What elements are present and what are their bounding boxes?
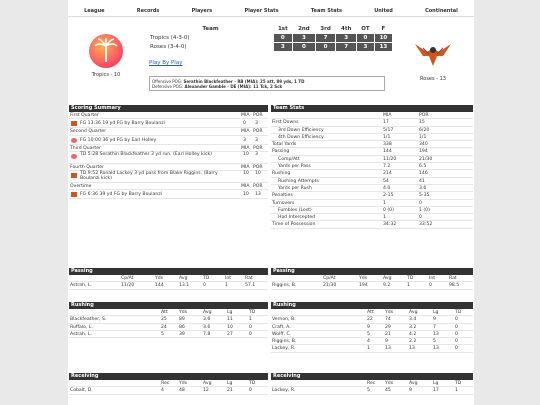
scoring-play-row xyxy=(69,171,268,183)
table-cell: Att xyxy=(367,310,374,315)
player-stat-cell: 9 xyxy=(385,339,388,345)
team-stat-row xyxy=(271,127,473,134)
team-stat-row xyxy=(271,141,473,148)
scoreboard-cell: 0 xyxy=(293,43,315,52)
team-stat-row xyxy=(271,200,473,207)
scoreboard-header: F xyxy=(381,26,386,32)
player-stat-cell: 21 xyxy=(227,388,233,394)
player-stat-cell: 7 xyxy=(433,324,436,330)
quarter-label: Second Quarter xyxy=(70,129,107,135)
team-stat-cell: Time of Possession xyxy=(272,222,316,228)
team-stat-cell: 15 xyxy=(419,120,425,126)
player-stat-cell: Astrah, L. xyxy=(70,331,92,337)
away-rushing xyxy=(271,309,473,353)
team-stat-row xyxy=(271,207,473,214)
table-cell: Yds xyxy=(359,276,368,281)
team-stat-cell: 1 (0) xyxy=(419,207,430,213)
table-cell: Lg xyxy=(227,310,233,315)
quarter-label: MIA xyxy=(241,184,250,190)
team-stats-header: Team Stats xyxy=(271,105,473,112)
player-stat-row xyxy=(271,316,473,323)
page xyxy=(68,0,474,405)
score-away: 13 xyxy=(255,192,261,198)
quarter-label: POR xyxy=(253,164,263,170)
scoring-play-desc: FG 13:36 19 yd FG by Barry Boulanzi xyxy=(80,121,165,127)
scoring-summary xyxy=(69,112,268,199)
player-stat-cell: 0 xyxy=(455,324,458,330)
team-stat-cell: 4.0 xyxy=(383,185,391,191)
player-stat-cell: 5 xyxy=(433,339,436,345)
bird-logo-icon xyxy=(413,38,453,70)
player-stat-cell: 89 xyxy=(179,317,185,323)
player-stat-cell: 3.6 xyxy=(203,324,211,330)
player-stat-cell: Astrah, L. xyxy=(70,283,92,289)
player-stat-cell: Vernon, B. xyxy=(272,317,296,323)
quarter-label: MIA xyxy=(241,129,250,135)
team-stat-cell: 1 xyxy=(383,200,386,206)
team-stat-cell: 21/30 xyxy=(419,156,433,162)
stat-header-row xyxy=(69,275,268,282)
table-cell: Avg xyxy=(179,276,188,281)
team-stat-row xyxy=(271,163,473,170)
home-passing-header: Passing xyxy=(69,268,268,275)
quarter-label: Third Quarter xyxy=(70,145,101,151)
team-stat-cell: 2-15 xyxy=(383,193,394,199)
team-stat-cell: Yards per Rush xyxy=(278,185,312,191)
table-cell: TD xyxy=(455,310,462,315)
home-rushing xyxy=(69,309,268,338)
player-stat-cell: 13 xyxy=(433,331,439,337)
away-rushing-header: Rushing xyxy=(271,302,473,309)
scoreboard-header: 3rd xyxy=(320,26,331,32)
player-stat-cell: 7.8 xyxy=(203,331,211,337)
team-stat-cell: 340 xyxy=(419,142,428,148)
away-team-label: Roses - 13 xyxy=(420,76,446,82)
player-stat-cell: Blackfeather, S. xyxy=(70,317,107,323)
team-stat-cell: Rushing xyxy=(272,171,291,177)
table-cell: TD xyxy=(249,381,256,386)
player-stat-cell: 24 xyxy=(161,324,167,330)
team-stat-cell: Penalties xyxy=(272,193,293,199)
away-receiving xyxy=(271,380,473,395)
team-stat-cell: 1 xyxy=(383,215,386,221)
team-stat-row xyxy=(271,214,473,221)
table-cell: Yds xyxy=(179,310,188,315)
player-stat-row xyxy=(271,387,473,394)
quarter-label: Overtime xyxy=(70,184,92,190)
home-rushing-header: Rushing xyxy=(69,302,268,309)
scoring-summary-header: Scoring Summary xyxy=(69,105,268,112)
roses-team-icon xyxy=(71,173,77,178)
team-stat-cell: 194 xyxy=(419,149,428,155)
scoreboard xyxy=(148,25,393,52)
player-stat-cell: 5 xyxy=(367,331,370,337)
quarter-label: Fourth Quarter xyxy=(70,164,105,170)
player-stat-cell: 2.2 xyxy=(409,339,417,345)
team-stat-cell: 7.2 xyxy=(383,164,391,170)
nav-item-players[interactable]: Players xyxy=(191,8,213,14)
player-stat-cell: 0 xyxy=(455,317,458,323)
roses-team-icon xyxy=(71,192,77,197)
team-stat-cell: Passing xyxy=(272,149,290,155)
player-stat-cell: 9 xyxy=(409,388,412,394)
quarter-label: POR xyxy=(253,184,263,190)
player-stat-cell: Craft, A. xyxy=(272,324,291,330)
player-stat-cell: 4.2 xyxy=(409,331,417,337)
table-cell: Avg xyxy=(203,310,212,315)
home-receiving xyxy=(69,380,268,395)
player-stat-cell: 1 xyxy=(407,283,410,289)
player-stat-cell: 22 xyxy=(367,317,373,323)
stat-header-row xyxy=(271,275,473,282)
player-stat-cell: Wolff, C. xyxy=(272,331,292,337)
player-stat-row xyxy=(271,345,473,352)
table-cell: TD xyxy=(249,310,256,315)
player-stat-cell: 13.1 xyxy=(179,283,190,289)
scoreboard-cell: 3 xyxy=(336,34,357,43)
scoreboard-team-name: Tropics (4-3-0) xyxy=(150,35,190,41)
stat-header-row xyxy=(69,309,268,316)
scoreboard-header: 4th xyxy=(341,26,352,32)
player-stat-cell: 3.2 xyxy=(409,324,417,330)
player-stat-cell: Lackey, R. xyxy=(272,388,296,394)
home-team[interactable] xyxy=(81,34,131,78)
stat-header-row xyxy=(271,309,473,316)
team-stat-cell: 3.6 xyxy=(419,185,427,191)
table-cell: Yds xyxy=(179,381,188,386)
player-stat-cell: 0 xyxy=(249,324,252,330)
scoring-play-desc: TD 9:52 Ronald Lackey 3 yd pass from Blake Riggins. (Barry Boulanzi kick) xyxy=(80,171,218,182)
player-stat-cell: 9 xyxy=(433,317,436,323)
team-stat-cell: 6/20 xyxy=(419,127,430,133)
score-away: 3 xyxy=(255,151,258,157)
scoreboard-row xyxy=(148,34,393,43)
team-stat-row xyxy=(271,192,473,199)
team-stat-cell: 41 xyxy=(419,178,425,184)
scoreboard-cell: 0 xyxy=(357,34,375,43)
table-cell: Lg xyxy=(433,381,439,386)
home-team-logo xyxy=(89,34,123,68)
score-home: 3 xyxy=(243,137,246,143)
player-stat-cell: 0 xyxy=(429,283,432,289)
team-stat-cell: 3rd Down Efficiency xyxy=(278,127,324,133)
team-stat-cell: 0 xyxy=(419,200,422,206)
scoreboard-team-name: Roses (3-4-0) xyxy=(150,44,187,50)
score-away: 3 xyxy=(255,137,258,143)
player-stat-cell: 12 xyxy=(203,388,209,394)
home-passing xyxy=(69,275,268,290)
scoring-play-row xyxy=(69,152,268,164)
player-stat-cell: 27 xyxy=(227,331,233,337)
player-stat-row xyxy=(271,331,473,338)
quarter-header-row xyxy=(69,112,268,119)
table-cell: Lg xyxy=(227,381,233,386)
quarter-label: POR xyxy=(253,129,263,135)
player-stat-cell: 11/20 xyxy=(121,283,135,289)
player-stat-row xyxy=(69,316,268,323)
player-stat-cell: 0 xyxy=(249,388,252,394)
team-stat-cell: 146 xyxy=(419,171,428,177)
player-stat-row xyxy=(69,324,268,331)
table-cell: Yds xyxy=(385,310,394,315)
table-cell: Rec xyxy=(161,381,170,386)
team-stat-row xyxy=(271,178,473,185)
table-cell: Int xyxy=(225,276,232,281)
score-home: 10 xyxy=(243,192,249,198)
table-cell: Avg xyxy=(203,381,212,386)
player-stat-cell: 3.4 xyxy=(409,317,417,323)
scoreboard-cell: 3 xyxy=(357,43,375,52)
team-stat-row xyxy=(271,134,473,141)
scoreboard-header: Team xyxy=(202,26,219,33)
player-stat-cell: 144 xyxy=(155,283,164,289)
away-passing-header: Passing xyxy=(271,268,473,275)
team-stat-row xyxy=(271,221,473,228)
table-cell: Yds xyxy=(155,276,164,281)
player-stat-row xyxy=(69,387,268,394)
score-home: 10 xyxy=(243,151,249,157)
scoring-play-row xyxy=(69,136,268,145)
palm-tree-icon xyxy=(89,34,123,68)
player-stat-cell: Riggins, B. xyxy=(272,283,297,289)
scoreboard-header: 1st xyxy=(277,26,288,32)
player-stat-cell: 48 xyxy=(179,388,185,394)
player-stat-cell: 9.2 xyxy=(383,283,391,289)
player-stat-cell: 45 xyxy=(385,388,391,394)
player-stat-cell: 1 xyxy=(455,388,458,394)
team-stat-cell: First Downs xyxy=(272,120,299,126)
quarter-label: POR xyxy=(253,113,263,118)
team-stat-cell: Yards per Pass xyxy=(278,164,311,170)
player-stat-cell: 0 xyxy=(455,346,458,352)
team-stat-cell: 6.5 xyxy=(419,164,427,170)
player-stat-cell: 0 xyxy=(249,331,252,337)
scoring-play-desc: TD 5:28 Serathin Blackfeather 3 yd run. (Earl Holley kick) xyxy=(80,151,212,157)
player-stat-cell: 39 xyxy=(179,331,185,337)
team-stat-cell: Had Intercepted xyxy=(278,215,316,221)
player-stat-cell: 25 xyxy=(161,317,167,323)
top-nav xyxy=(68,6,474,17)
home-team-label: Tropics - 10 xyxy=(91,72,121,78)
tropics-team-icon xyxy=(71,138,77,143)
scoreboard-row xyxy=(148,43,393,52)
nav-item-records[interactable]: Records xyxy=(136,8,160,14)
team-stat-cell: 33:52 xyxy=(419,222,433,228)
player-stat-row xyxy=(69,282,268,289)
scoreboard-cell: 3 xyxy=(293,34,315,43)
player-stat-cell: 13 xyxy=(385,346,391,352)
scoreboard-cell: 13 xyxy=(374,43,392,52)
table-cell: POR xyxy=(419,113,429,118)
quarter-header-row xyxy=(69,183,268,190)
away-team[interactable] xyxy=(408,38,458,82)
player-stat-cell: Riggins, B. xyxy=(272,339,297,345)
team-stat-row xyxy=(271,119,473,126)
team-stat-cell: 0 xyxy=(419,215,422,221)
table-cell: Lg xyxy=(433,310,439,315)
nav-item-team-stats[interactable]: Team Stats xyxy=(310,8,343,14)
scoreboard-header: OT xyxy=(361,26,370,32)
players-of-game: Offensive POG: Serathin Blackfeather - RB (MIA): 25 att, 89 yds, 1 TD Defensive POG: Alexander Gamble - DE (MIA): 11 Tck, 2 Sck xyxy=(149,76,385,91)
score-away: 10 xyxy=(255,171,261,177)
player-stat-cell: 21/30 xyxy=(323,283,337,289)
team-stat-cell: 17 xyxy=(383,120,389,126)
player-stat-cell: 4 xyxy=(367,339,370,345)
player-stat-cell: 0 xyxy=(455,339,458,345)
table-cell: Yds xyxy=(385,381,394,386)
player-stat-cell: 4 xyxy=(161,388,164,394)
player-stat-cell: 1 xyxy=(225,283,228,289)
team-stat-cell: Comp/Att xyxy=(278,156,300,162)
player-stat-cell: 11 xyxy=(227,317,233,323)
away-receiving-header: Receiving xyxy=(271,373,473,380)
quarter-header-row xyxy=(69,145,268,152)
player-stat-cell: 74 xyxy=(385,317,391,323)
team-stats-header-row xyxy=(271,112,473,119)
player-stat-cell: 0 xyxy=(455,331,458,337)
table-cell: Avg xyxy=(409,381,418,386)
table-cell: Cp/At xyxy=(121,276,134,281)
scoreboard-cell: 7 xyxy=(315,34,336,43)
team-stats xyxy=(271,112,473,229)
scoreboard-cell: 3 xyxy=(273,43,293,52)
table-cell: TD xyxy=(203,276,210,281)
player-stat-cell: 13 xyxy=(409,346,415,352)
nav-item-continental[interactable]: Continental xyxy=(425,8,458,14)
roses-team-icon xyxy=(71,121,77,126)
team-stat-cell: 1/1 xyxy=(419,134,427,140)
quarter-label: First Quarter xyxy=(70,113,99,118)
team-stat-cell: 214 xyxy=(383,171,392,177)
home-receiving-header: Receiving xyxy=(69,373,268,380)
nav-item-player-stats[interactable]: Player Stats xyxy=(244,8,279,14)
player-stat-cell: Lackey, R. xyxy=(272,346,296,352)
tropics-team-icon xyxy=(71,154,77,159)
play-by-play-link[interactable]: Play By Play xyxy=(149,60,183,66)
player-stat-cell: 21 xyxy=(385,331,391,337)
team-stat-cell: Turnovers xyxy=(272,200,295,206)
score-home: 0 xyxy=(243,121,246,127)
quarter-label: MIA xyxy=(241,164,250,170)
team-stat-cell: 5/17 xyxy=(383,127,394,133)
player-stat-cell: 98.5 xyxy=(449,283,460,289)
player-stat-row xyxy=(271,338,473,345)
table-cell: Rat xyxy=(449,276,457,281)
quarter-label: POR xyxy=(253,145,263,151)
score-home: 10 xyxy=(243,171,249,177)
team-stat-cell: 338 xyxy=(383,142,392,148)
player-stat-cell: 0 xyxy=(203,283,206,289)
table-cell: Avg xyxy=(383,276,392,281)
stat-header-row xyxy=(69,380,268,387)
table-cell: TD xyxy=(455,381,462,386)
player-stat-row xyxy=(271,282,473,289)
team-stat-row xyxy=(271,185,473,192)
player-stat-cell: 5 xyxy=(367,388,370,394)
player-stat-cell: Ruffalo, L. xyxy=(70,324,93,330)
team-stat-cell: Total Yards xyxy=(272,142,297,148)
player-stat-row xyxy=(271,324,473,331)
player-stat-cell: 3.6 xyxy=(203,317,211,323)
scoring-play-desc: FG 10:00 36 yd FG by Earl Holley xyxy=(80,137,157,143)
score-away: 3 xyxy=(255,121,258,127)
player-stat-cell: 1 xyxy=(249,317,252,323)
team-stat-cell: 5-35 xyxy=(419,193,430,199)
team-stat-cell: 144 xyxy=(383,149,392,155)
team-stat-cell: Rushing Attempts xyxy=(278,178,319,184)
player-stat-cell: 29 xyxy=(385,324,391,330)
player-stat-cell: 9 xyxy=(367,324,370,330)
table-cell: Cp/At xyxy=(323,276,336,281)
table-cell: Avg xyxy=(409,310,418,315)
scoring-play-row xyxy=(69,190,268,199)
player-stat-cell: 1 xyxy=(367,346,370,352)
team-stat-cell: 54 xyxy=(383,178,389,184)
quarter-label: MIA xyxy=(241,145,250,151)
team-stat-cell: 4th Down Efficiency xyxy=(278,134,324,140)
player-stat-cell: 10 xyxy=(227,324,233,330)
team-stat-cell: 34:32 xyxy=(383,222,397,228)
table-cell: Rec xyxy=(367,381,376,386)
away-passing xyxy=(271,275,473,290)
nav-item-united[interactable]: United xyxy=(374,8,393,14)
table-cell: TD xyxy=(407,276,414,281)
quarter-header-row xyxy=(69,128,268,135)
table-cell: MIA xyxy=(383,113,392,118)
player-stat-cell: Cobalt, D. xyxy=(70,388,93,394)
quarter-label: MIA xyxy=(241,113,250,118)
player-stat-cell: 86 xyxy=(179,324,185,330)
team-stat-row xyxy=(271,148,473,155)
team-stat-row xyxy=(271,170,473,177)
scoreboard-cell: 10 xyxy=(374,34,392,43)
scoreboard-header: 2nd xyxy=(298,26,310,32)
team-stat-row xyxy=(271,156,473,163)
team-stat-cell: 1/1 xyxy=(383,134,391,140)
team-stat-cell: 0 (0) xyxy=(383,207,394,213)
table-cell: Att xyxy=(161,310,168,315)
team-stat-cell: Fumbles (Lost) xyxy=(278,207,312,213)
scoring-play-desc: FG 6:36 39 yd FG by Barry Boulanzi xyxy=(80,192,163,198)
player-stat-cell: 57.1 xyxy=(245,283,256,289)
scoring-play-row xyxy=(69,119,268,128)
player-stat-cell: 5 xyxy=(161,331,164,337)
stat-header-row xyxy=(271,380,473,387)
table-cell: Rat xyxy=(245,276,253,281)
player-stat-cell: 194 xyxy=(359,283,368,289)
scoreboard-cell: 0 xyxy=(273,34,293,43)
player-stat-cell: 17 xyxy=(433,388,439,394)
player-stat-row xyxy=(69,331,268,338)
nav-item-league[interactable]: League xyxy=(84,8,105,14)
scoreboard-cell: 0 xyxy=(315,43,336,52)
player-stat-cell: 13 xyxy=(433,346,439,352)
team-stat-cell: 11/20 xyxy=(383,156,397,162)
table-cell: Int xyxy=(429,276,436,281)
scoreboard-cell: 7 xyxy=(336,43,357,52)
